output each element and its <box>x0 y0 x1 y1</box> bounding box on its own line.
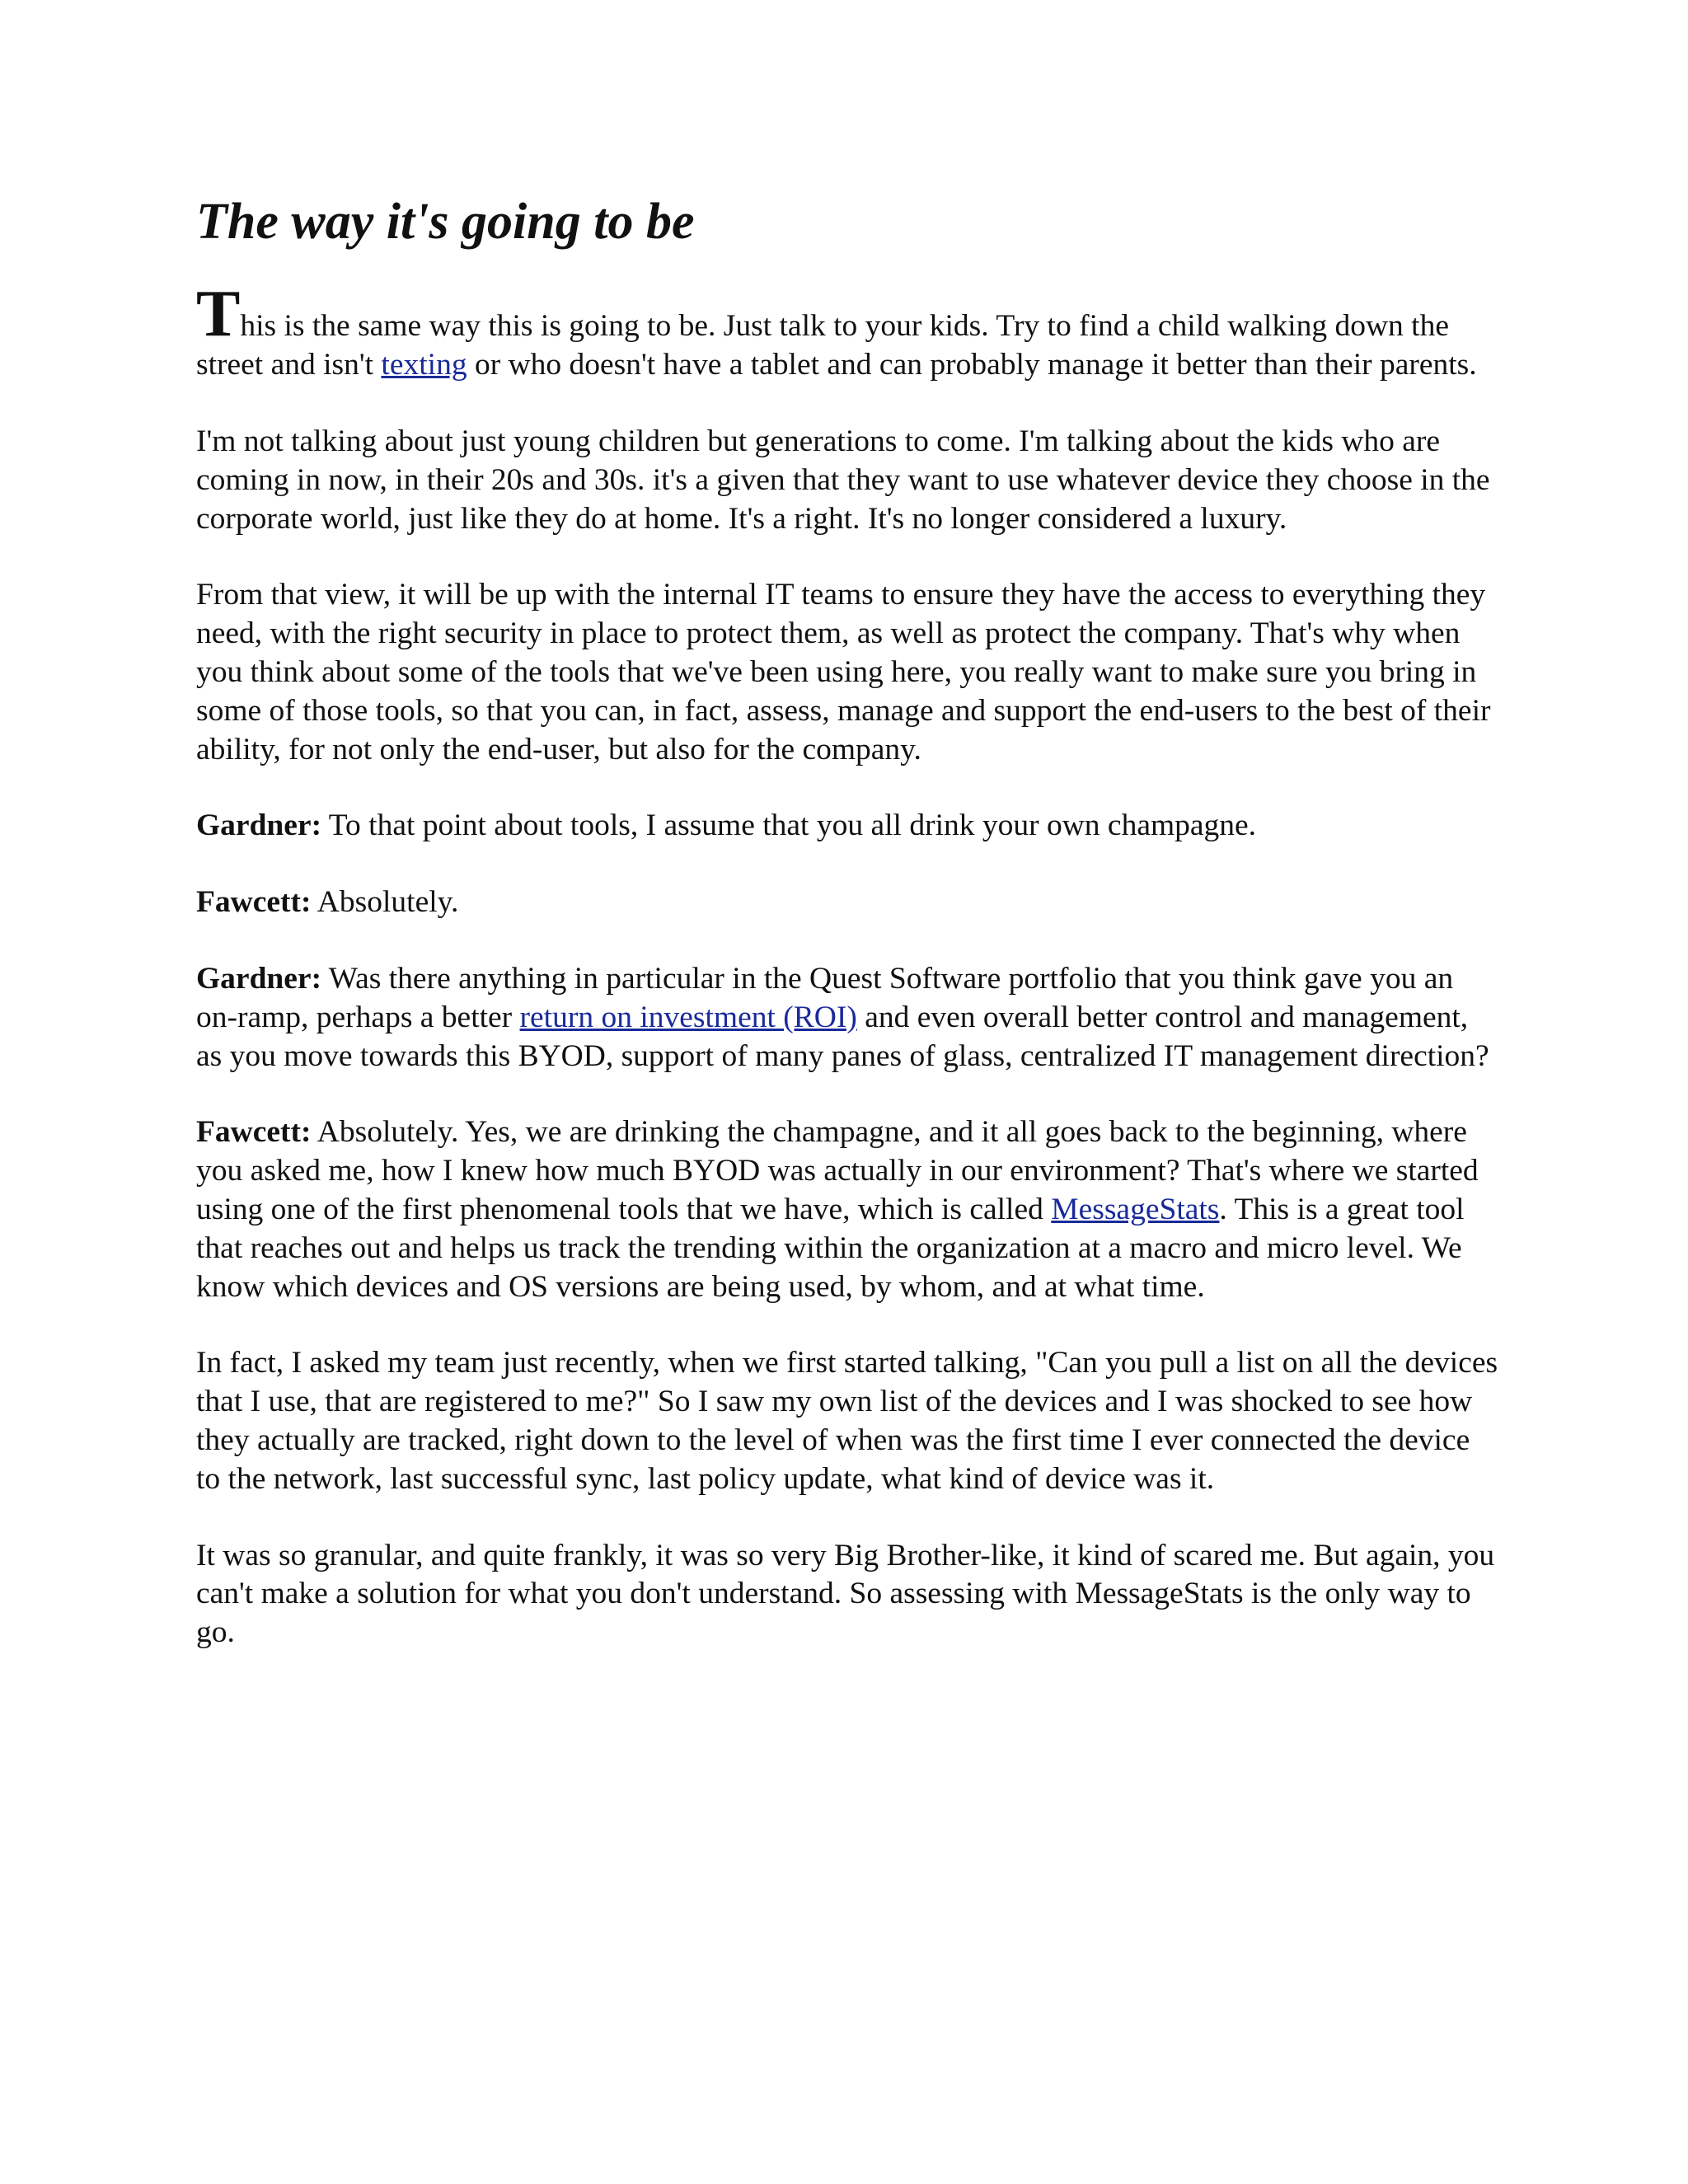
paragraph-6-text-b: and even overall better control and management, as you move towards this BYOD, support of many panes of glass, centralized IT management direction? <box>196 1000 1489 1073</box>
paragraph-4 <box>196 807 1498 846</box>
speaker-name: Gardner: <box>196 808 322 843</box>
article-title: The way it's going to be <box>196 194 695 250</box>
paragraph-4-text: To that point about tools, I assume that you all drink your own champagne. <box>321 808 1257 843</box>
paragraph-6-text-a: Was there anything in particular in the Quest Software portfolio that you think gave you an on-ramp, perhaps a better <box>196 961 1454 1034</box>
paragraph-7-text-a: Absolutely. Yes, we are drinking the champagne, and it all goes back to the beginning, where you asked me, how I knew how much BYOD was actually in our environment? That's where we started using one of the first phenomenal tools that we have, which is called <box>196 1115 1479 1226</box>
paragraph-2: I'm not talking about just young children but generations to come. I'm talking about the kids who are coming in now, in their 20s and 30s. it's a given that they want to use whatever device they choose in the corporate world, just like they do at home. It's a right. It's no longer considered a luxury. <box>196 424 1490 536</box>
speaker-name: Gardner: <box>196 961 322 996</box>
messagestats-link[interactable]: MessageStats <box>1051 1192 1220 1226</box>
paragraph-1 <box>196 278 1498 385</box>
paragraph-7-text-b: . This is a great tool that reaches out and helps us track the trending within the organization at a macro and micro level. We know which devices and OS versions are being used, by whom, and at what time. <box>196 1192 1465 1304</box>
paragraph-1-text-a: his is the same way this is going to be. Just talk to your kids. Try to find a child walking down the street and isn't <box>196 309 1449 382</box>
article <box>196 191 1498 1690</box>
paragraph-9: It was so granular, and quite frankly, it was so very Big Brother-like, it kind of scared me. But again, you can't make a solution for what you don't understand. So assessing with MessageStats is the only way to go. <box>196 1538 1495 1650</box>
drop-cap: T <box>196 278 241 351</box>
speaker-name: Fawcett: <box>196 885 312 920</box>
paragraph-7 <box>196 1113 1498 1306</box>
speaker-name: Fawcett: <box>196 1115 312 1150</box>
paragraph-6 <box>196 960 1498 1076</box>
paragraph-3: From that view, it will be up with the internal IT teams to ensure they have the access to everything they need, with the right security in place to protect them, as well as protect the company. That's why when you think about some of the tools that we've been using here, you really want to make sure you bring in some of those tools, so that you can, in fact, assess, manage and support the end-users to the best of their ability, for not only the end-user, but also for the company. <box>196 578 1491 766</box>
paragraph-5-text: Absolutely. <box>311 885 459 920</box>
paragraph-8: In fact, I asked my team just recently, when we first started talking, "Can you pull a list on all the devices that I use, that are registered to me?" So I saw my own list of the devices and I was shocked to see how they actually are tracked, right down to the level of when was the first time I ever connected the device to the network, last successful sync, last policy update, what kind of device was it. <box>196 1346 1498 1496</box>
texting-link[interactable]: texting <box>381 348 467 382</box>
paragraph-1-text-b: or who doesn't have a tablet and can probably manage it better than their parents. <box>467 348 1477 382</box>
paragraph-5 <box>196 883 1498 922</box>
roi-link[interactable]: return on investment (ROI) <box>519 1000 857 1034</box>
